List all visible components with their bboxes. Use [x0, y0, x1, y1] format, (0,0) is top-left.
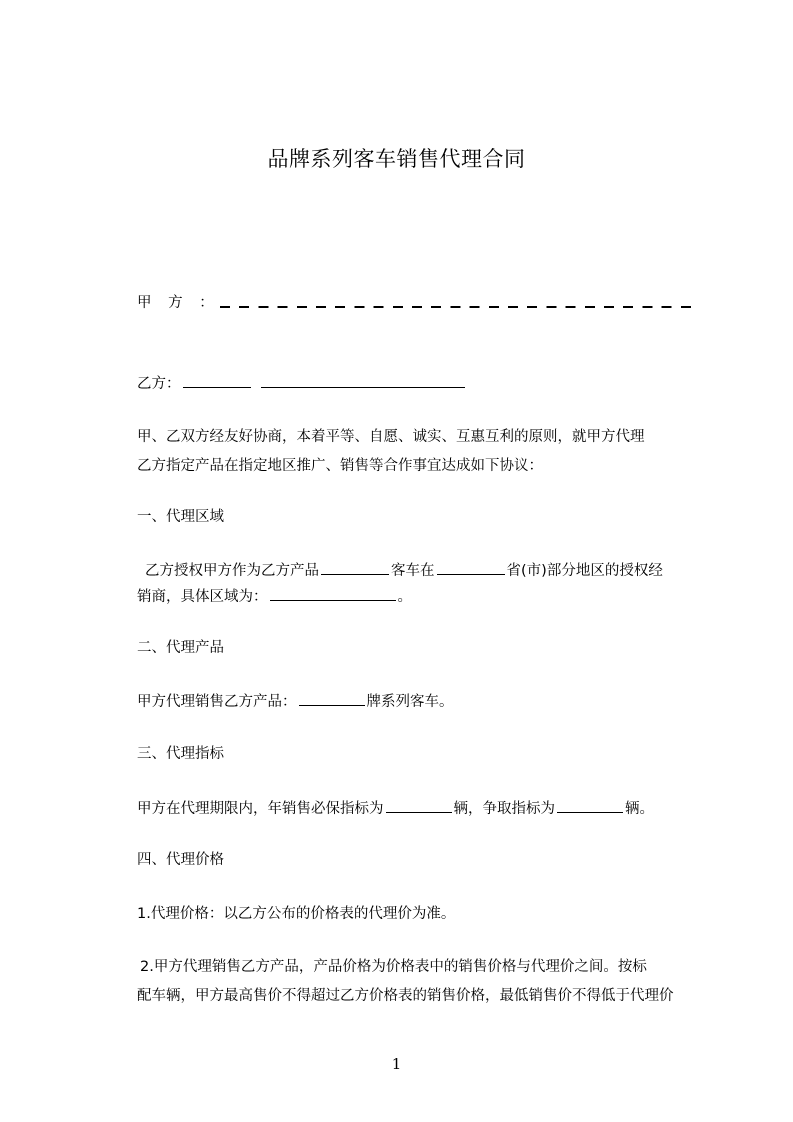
section-1-text-c: 省(市)部分地区的授权经	[506, 563, 663, 579]
section-3-heading: 三、代理指标	[137, 746, 224, 762]
section-1-text-a: 乙方授权甲方作为乙方产品	[145, 563, 319, 579]
section-3-text-c: 辆。	[625, 801, 654, 817]
section-4-item-2-line-2: 配车辆，甲方最高售价不得超过乙方价格表的销售价格，最低销售价不得低于代理价	[137, 988, 674, 1004]
section-1-text-b: 客车在	[391, 563, 435, 579]
page-number: 1	[391, 1055, 402, 1073]
section-2-paragraph	[137, 690, 454, 713]
stretch-target-blank	[557, 797, 623, 813]
section-1-heading: 一、代理区域	[137, 509, 224, 525]
party-b-blank-long	[261, 372, 465, 388]
section-1-text-d: 销商，具体区域为：	[137, 589, 268, 605]
party-a-blank-line	[220, 306, 700, 308]
section-4-item-2-line-1: 2.甲方代理销售乙方产品，产品价格为价格表中的销售价格与代理价之间。按标	[140, 959, 647, 975]
guaranteed-target-blank	[386, 797, 452, 813]
section-3-text-b: 辆，争取指标为	[453, 801, 555, 817]
section-3-paragraph	[137, 797, 654, 820]
province-blank	[437, 559, 505, 575]
document-title: 品牌系列客车销售代理合同	[267, 147, 526, 171]
section-4-item-1: 1.代理价格：以乙方公布的价格表的代理价为准。	[137, 906, 456, 922]
section-2-text-a: 甲方代理销售乙方产品：	[137, 694, 297, 710]
section-4-heading: 四、代理价格	[137, 852, 224, 868]
party-b-blank-short	[183, 372, 251, 388]
party-b-label: 乙方：	[137, 376, 181, 392]
section-2-text-b: 牌系列客车。	[366, 694, 454, 710]
brand-blank	[299, 690, 365, 706]
section-2-heading: 二、代理产品	[137, 640, 224, 656]
product-brand-blank	[321, 559, 389, 575]
party-a-label: 甲 方 ：	[137, 295, 220, 311]
intro-line-2: 乙方指定产品在指定地区推广、销售等合作事宜达成如下协议：	[137, 458, 543, 474]
section-3-text-a: 甲方在代理期限内，年销售必保指标为	[137, 801, 384, 817]
region-blank	[270, 585, 396, 601]
section-1-text-e: 。	[397, 589, 412, 605]
intro-line-1: 甲、乙双方经友好协商，本着平等、自愿、诚实、互惠互利的原则，就甲方代理	[137, 429, 645, 445]
section-1-paragraph-line-1	[145, 559, 663, 582]
section-1-paragraph-line-2	[137, 585, 412, 608]
party-b-line	[137, 372, 467, 395]
